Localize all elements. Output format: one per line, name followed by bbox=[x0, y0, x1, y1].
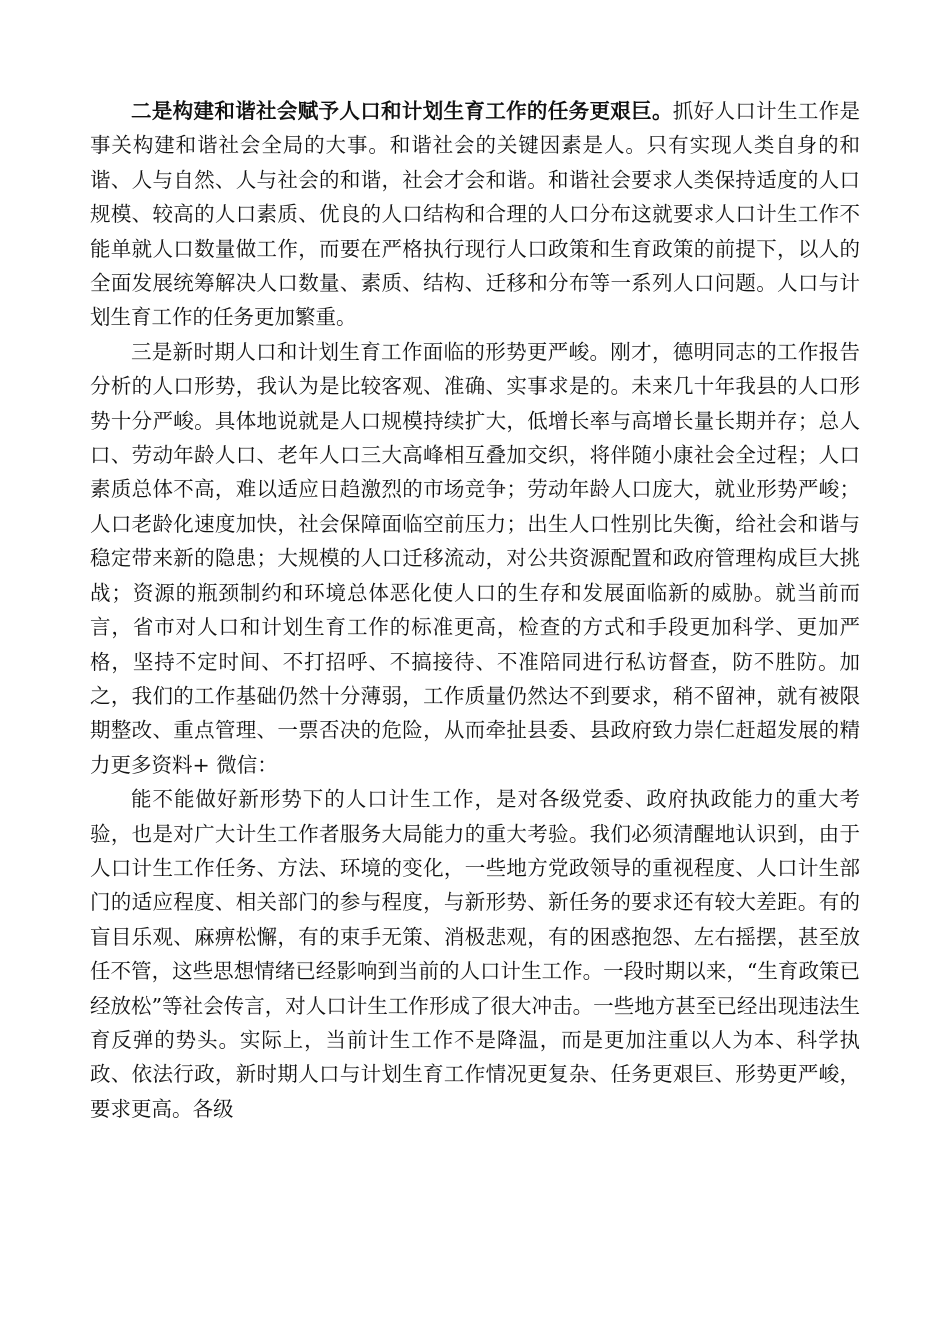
paragraph-3-text: 能不能做好新形势下的人口计生工作，是对各级党委、政府执政能力的重大考验，也是对广大计生工作者服务大局能力的重大考验。我们必须清醒地认识到，由于人口计生工作任务、方法、环境的变化，一些地方党政领导的重视程度、人口计生部门的适应程度、相关部门的参与程度，与新形势、新任务的要求还有较大差距。有的盲目乐观、麻痹松懈，有的束手无策、消极悲观，有的困惑抱怨、左右摇摆，甚至放任不管，这些思想情绪已经影响到当前的人口计生工作。一段时期以来，“生育政策已经放松”等社会传言，对人口计生工作形成了很大冲击。一些地方甚至已经出现违法生育反弹的势头。实际上，当前计生工作不是降温，而是更加注重以人为本、科学执政、依法行政，新时期人口与计划生育工作情况更复杂、任务更艰巨、形势更严峻，要求更高。各级 bbox=[90, 787, 860, 1121]
document-page bbox=[90, 94, 860, 1126]
paragraph-1-lead: 二是构建和谐社会赋予人口和计划生育工作的任务更艰巨。 bbox=[131, 99, 673, 123]
paragraph-2 bbox=[90, 335, 860, 782]
paragraph-1 bbox=[90, 94, 860, 335]
paragraph-3 bbox=[90, 782, 860, 1126]
paragraph-2-text: 三是新时期人口和计划生育工作面临的形势更严峻。刚才，德明同志的工作报告分析的人口形势，我认为是比较客观、准确、实事求是的。未来几十年我县的人口形势十分严峻。具体地说就是人口规模持续扩大，低增长率与高增长量长期并存；总人口、劳动年龄人口、老年人口三大高峰相互叠加交织，将伴随小康社会全过程；人口素质总体不高，难以适应日趋激烈的市场竞争；劳动年龄人口庞大，就业形势严峻；人口老龄化速度加快，社会保障面临空前压力；出生人口性别比失衡，给社会和谐与稳定带来新的隐患；大规模的人口迁移流动，对公共资源配置和政府管理构成巨大挑战；资源的瓶颈制约和环境总体恶化使人口的生存和发展面临新的威胁。就当前而言，省市对人口和计划生育工作的标准更高，检查的方式和手段更加科学、更加严格，坚持不定时间、不打招呼、不搞接待、不准陪同进行私访督查，防不胜防。加之，我们的工作基础仍然十分薄弱，工作质量仍然达不到要求，稍不留神，就有被限期整改、重点管理、一票否决的危险，从而牵扯县委、县政府致力崇仁赶超发展的精力更多资料+ 微信： bbox=[90, 339, 860, 777]
paragraph-1-text: 抓好人口计生工作是事关构建和谐社会全局的大事。和谐社会的关键因素是人。只有实现人类自身的和谐、人与自然、人与社会的和谐，社会才会和谐。和谐社会要求人类保持适度的人口规模、较高的人口素质、优良的人口结构和合理的人口分布这就要求人口计生工作不能单就人口数量做工作，而要在严格执行现行人口政策和生育政策的前提下，以人的全面发展统筹解决人口数量、素质、结构、迁移和分布等一系列人口问题。人口与计划生育工作的任务更加繁重。 bbox=[90, 99, 861, 330]
